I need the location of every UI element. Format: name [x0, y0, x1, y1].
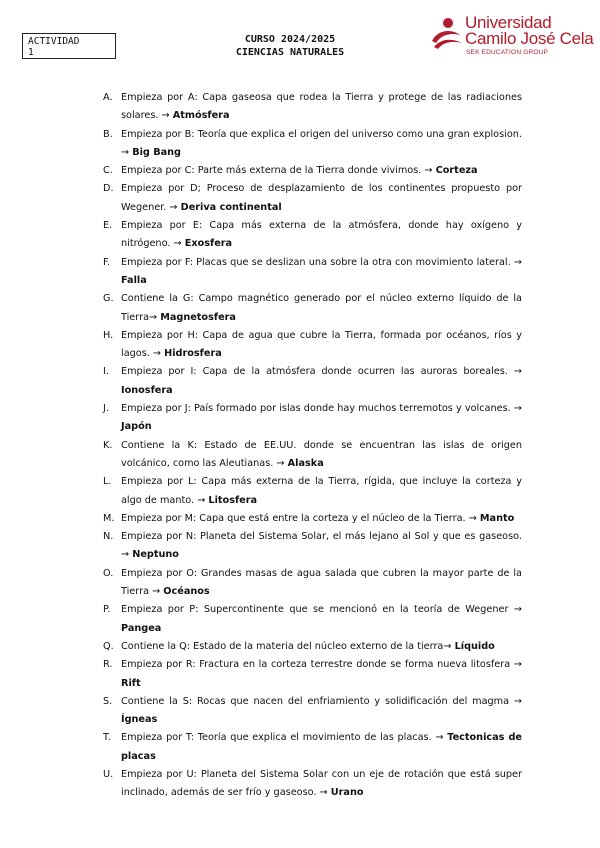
activity-list	[100, 89, 522, 803]
list-item-letter: U.	[103, 768, 114, 780]
course-year: CURSO 2024/2025	[244, 34, 336, 45]
list-item-answer: Corteza	[435, 165, 478, 177]
list-item	[100, 656, 522, 693]
list-item-letter: D.	[103, 183, 114, 195]
list-item	[100, 437, 522, 474]
list-item-answer: Manto	[479, 512, 515, 524]
list-item	[100, 510, 522, 528]
list-item-answer: Ígneas	[121, 714, 158, 726]
list-item	[100, 729, 522, 766]
list-item-answer: Ionosfera	[121, 384, 173, 396]
list-item-question: Empieza por A: Capa gaseosa que rodea la Tierra y protege de las radiaciones solares. →	[121, 92, 522, 122]
list-item-answer: Magnetosfera	[160, 311, 236, 323]
list-item-letter: K.	[103, 439, 113, 451]
list-item-answer: Urano	[330, 787, 364, 799]
list-item-letter: P.	[103, 604, 111, 616]
list-item	[100, 528, 522, 565]
list-item-answer: Deriva continental	[180, 201, 282, 213]
list-item-question: Contiene la S: Rocas que nacen del enfriamiento y solidificación del magma →	[121, 695, 522, 707]
list-item-letter: T.	[103, 732, 111, 744]
list-item-letter: C.	[103, 165, 113, 177]
list-item	[100, 766, 522, 803]
list-item-answer: Japón	[121, 421, 152, 433]
list-item	[100, 327, 522, 364]
list-item-letter: I.	[103, 366, 109, 378]
logo-text-line1: Universidad	[465, 13, 552, 32]
list-item-question: Contiene la Q: Estado de la materia del núcleo externo de la tierra→	[121, 640, 452, 652]
activity-label: ACTIVIDAD	[28, 36, 80, 47]
list-item	[100, 180, 522, 217]
list-item-question: Contiene la G: Campo magnético generado por el núcleo externo líquido de la Tierra→	[121, 293, 522, 323]
list-item-answer: Litosfera	[208, 494, 258, 506]
list-item-letter: R.	[103, 659, 113, 671]
list-item-answer: Pangea	[121, 622, 162, 634]
list-item-question: Empieza por N: Planeta del Sistema Solar, el más lejano al Sol y que es gaseoso. →	[121, 531, 522, 561]
list-item	[100, 162, 522, 180]
list-item	[100, 400, 522, 437]
list-item-answer: Hidrosfera	[164, 348, 222, 360]
list-item-answer: Tectonicas de placas	[121, 732, 522, 762]
subject-title: CIENCIAS NATURALES	[235, 47, 345, 58]
logo-text-line2: Camilo José Cela	[465, 29, 594, 48]
list-item-question: Empieza por O: Grandes masas de agua salada que cubren la mayor parte de la Tierra →	[121, 567, 522, 598]
list-item-answer: Exosfera	[184, 238, 233, 250]
list-item-answer: Big Bang	[132, 146, 181, 158]
list-item-question: Empieza por I: Capa de la atmósfera donde ocurren las auroras boreales. →	[121, 366, 522, 378]
list-item-letter: O.	[103, 567, 114, 579]
list-item	[100, 254, 522, 291]
list-item	[100, 601, 522, 638]
list-item-letter: H.	[103, 329, 114, 341]
list-item-question: Empieza por B: Teoría que explica el origen del universo como una gran explosion. →	[121, 128, 522, 158]
list-item-answer: Atmósfera	[172, 110, 230, 122]
course-header	[190, 33, 390, 59]
list-item-question: Empieza por C: Parte más externa de la Tierra donde vivimos. →	[121, 165, 433, 177]
list-item-question: Empieza por D; Proceso de desplazamiento de los continentes propuesto por Wegener. →	[121, 183, 522, 213]
list-item	[100, 126, 522, 163]
list-item-letter: A.	[103, 92, 113, 103]
university-logo-mark-icon	[428, 15, 464, 51]
list-item-question: Empieza por U: Planeta del Sistema Solar con un eje de rotación que está super inclinado, además de ser frío y gaseoso. →	[121, 768, 522, 799]
list-item-question: Empieza por H: Capa de agua que cubre la Tierra, formada por océanos, ríos y lagos. →	[121, 329, 522, 360]
list-item-answer: Líquido	[454, 640, 495, 652]
list-item-question: Empieza por P: Supercontinente que se mencionó en la teoría de Wegener →	[121, 604, 522, 616]
list-item	[100, 473, 522, 510]
list-item-letter: M.	[103, 512, 115, 524]
list-item-letter: S.	[103, 695, 113, 707]
list-item-letter: E.	[103, 220, 113, 232]
logo-text-line3: SEK EDUCATION GROUP	[466, 49, 549, 56]
list-item-answer: Océanos	[163, 586, 210, 598]
activity-box	[22, 33, 116, 59]
university-logo	[428, 13, 594, 63]
list-item-question: Contiene la K: Estado de EE.UU. donde se encuentran las islas de origen volcánico, como las Aleutianas. →	[121, 439, 522, 469]
list-item-question: Empieza por L: Capa más externa de la Tierra, rígida, que incluye la corteza y algo de manto. →	[121, 476, 522, 506]
list-item-question: Empieza por R: Fractura en la corteza terrestre donde se forma nueva litosfera →	[121, 659, 522, 671]
list-item-letter: B.	[103, 128, 113, 140]
list-item-question: Empieza por J: País formado por islas donde hay muchos terremotos y volcanes. →	[121, 403, 522, 415]
list-item-answer: Falla	[121, 274, 147, 286]
list-item-answer: Neptuno	[132, 549, 179, 561]
list-item-letter: J.	[103, 403, 109, 415]
list-item-answer: Alaska	[287, 457, 324, 469]
list-item-question: Empieza por E: Capa más externa de la atmósfera, donde hay oxígeno y nitrógeno. →	[121, 220, 522, 250]
list-item-letter: L.	[103, 476, 112, 488]
list-item	[100, 638, 522, 656]
list-item-letter: Q.	[103, 640, 114, 652]
list-item	[100, 217, 522, 254]
list-item	[100, 290, 522, 327]
list-item-letter: G.	[103, 293, 114, 305]
activity-number: 1	[28, 47, 34, 58]
list-item-question: Empieza por M: Capa que está entre la corteza y el núcleo de la Tierra. →	[121, 512, 477, 524]
list-item-question: Empieza por T: Teoría que explica el movimiento de las placas. →	[121, 732, 444, 744]
list-item	[100, 693, 522, 730]
list-item-question: Empieza por F: Placas que se deslizan una sobre la otra con movimiento lateral. →	[121, 256, 522, 268]
list-item	[100, 363, 522, 400]
list-item	[100, 565, 522, 602]
list-item-letter: F.	[103, 256, 111, 268]
list-item	[100, 89, 522, 126]
list-item-letter: N.	[103, 531, 114, 543]
list-item-answer: Rift	[121, 677, 141, 689]
